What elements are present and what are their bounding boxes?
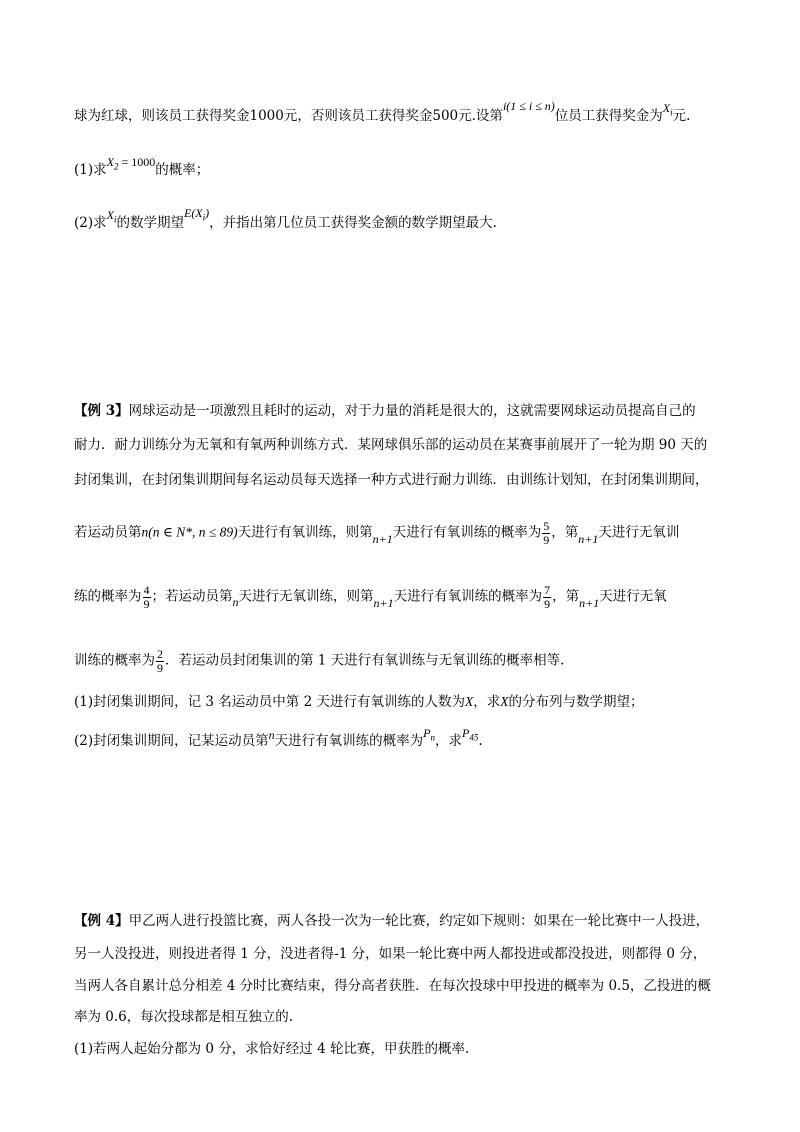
example4-line-1 (74, 915, 709, 929)
math-var: X (106, 155, 114, 169)
text: 若运动员第 (74, 524, 142, 541)
math-inline: n(n ∈ N*, n ≤ 89) (141, 524, 238, 540)
math-inline: n+1 (372, 531, 393, 546)
text: 位员工获得奖金为 (554, 108, 663, 124)
text: 1000 (249, 108, 284, 124)
fraction-denominator: 9 (543, 532, 550, 547)
text: 率为 0.6，每次投球都是相互独立的. (74, 1009, 294, 1025)
example4-line-2 (74, 948, 706, 962)
example3-line-2 (74, 439, 707, 453)
math-inline (461, 726, 479, 743)
example3-question-2 (74, 726, 483, 750)
intro-question-2 (74, 206, 497, 232)
example-tag: 【例 3】 (74, 403, 129, 419)
text: (2)封闭集训期间，记某运动员第 (74, 733, 269, 749)
text: (1)若两人起始分都为 0 分，求恰好经过 4 轮比赛，甲获胜的概率. (74, 1041, 470, 1057)
math-sub: 45 (469, 732, 479, 743)
text: 天进行有氧训练的概率为 (392, 524, 542, 541)
text: . (478, 733, 483, 749)
fraction-numerator: 5 (543, 519, 550, 533)
text: (2)求 (74, 215, 107, 231)
text: 天进行有氧训练，则第 (237, 524, 373, 541)
text: ，第 (552, 588, 580, 605)
math-var: P (461, 726, 470, 740)
text: 元. (672, 108, 691, 124)
math-inline (662, 101, 673, 118)
fraction-numerator: 7 (544, 583, 551, 597)
text: ，并指出第几位员工获得奖金额的数学期望最大. (209, 215, 497, 231)
math-sub: i (113, 214, 117, 225)
example3-line-3 (74, 474, 709, 488)
example-tag: 【例 4】 (74, 913, 129, 929)
fraction (143, 584, 151, 610)
text: ．若运动员封闭集训的第 1 天进行有氧训练与无氧训练的概率相等. (165, 652, 565, 669)
text: (1)封闭集训期间，记 3 名运动员中第 2 天进行有氧训练的人数为 (74, 694, 465, 710)
text: 的数学期望 (116, 215, 184, 231)
text: 元.设第 (458, 108, 503, 124)
math-inline: n (268, 728, 275, 742)
math-var: X (662, 101, 671, 115)
text: ，求 (434, 733, 462, 749)
text: 封闭集训，在封闭集训期间每名运动员每天选择一种方式进行耐力训练．由训练计划知，在封闭集训期间， (74, 472, 709, 488)
fraction-denominator: 9 (544, 596, 551, 611)
math-inline (423, 726, 435, 743)
math-var: X (106, 208, 114, 222)
math-inline: n+1 (579, 595, 600, 610)
example3-question-1 (74, 695, 643, 710)
text: 甲乙两人进行投篮比赛，两人各投一次为一轮比赛，约定如下规则：如果在一轮比赛中一人投进， (128, 913, 710, 929)
text: 的分布列与数学期望； (508, 694, 644, 710)
fraction-denominator: 9 (143, 596, 150, 611)
fraction-numerator: 2 (157, 647, 163, 661)
text: (1)求 (74, 162, 107, 178)
math-sub: i (202, 212, 206, 223)
text: 天进行有氧训练的概率为 (393, 588, 543, 605)
text: 的概率； (155, 162, 210, 178)
math-sub: n (430, 732, 435, 743)
example4-question-1 (74, 1043, 469, 1057)
text: ；若运动员第 (151, 588, 233, 605)
text: ，求 (473, 694, 501, 710)
fraction-numerator: 4 (143, 583, 150, 597)
text: ，第 (551, 524, 579, 541)
math-inline: n (232, 594, 239, 609)
text: 500 (432, 108, 459, 124)
text: 练的概率为 (74, 588, 142, 605)
example4-line-3 (74, 980, 711, 994)
text: 当两人各自累计总分相差 4 分时比赛结束，得分高者获胜．在每次投球中甲投进的概率为 0.5，乙投进的概 (74, 978, 711, 994)
math-inline: X (464, 694, 474, 709)
text: 网球运动是一项激烈且耗时的运动，对于力量的消耗是很大的，这就需要网球运动员提高自己的 (128, 403, 696, 419)
example4-line-4 (74, 1011, 293, 1025)
fraction (543, 584, 551, 610)
fraction (542, 520, 550, 546)
math-rest: ) (205, 206, 210, 220)
intro-question-1 (74, 155, 210, 179)
math-inline: X (500, 694, 509, 709)
text: 天进行无氧训 (598, 524, 680, 541)
fraction (156, 648, 164, 674)
fraction-denominator: 9 (157, 660, 163, 675)
math-inline: n+1 (373, 595, 394, 610)
text: 训练的概率为 (74, 652, 155, 669)
text: 另一人没投进，则投进者得 1 分，没进者得-1 分，如果一轮比赛中两人都投进或都没投进，则都得 0 分， (74, 946, 707, 962)
math-rest: = 1000 (118, 155, 156, 169)
math-sub: i (670, 107, 673, 118)
math-inline (183, 206, 210, 223)
math-inline (106, 155, 156, 172)
text: 天进行有氧训练的概率为 (274, 733, 424, 749)
text: 球为红球，则该员工获得奖金 (74, 108, 250, 124)
example3-line-6 (74, 648, 564, 674)
math-inline: i(1 ≤ i ≤ n) (502, 99, 555, 113)
example3-line-4 (74, 520, 679, 546)
text: 耐力．耐力训练分为无氧和有氧两种训练方式．某网球俱乐部的运动员在某赛事前展开了一轮为期 90 天的 (74, 437, 708, 453)
math-inline: n+1 (578, 531, 599, 546)
text: 元，否则该员工获得奖金 (283, 108, 433, 124)
math-var: P (423, 726, 431, 740)
text: 天进行无氧 (599, 588, 667, 605)
math-sub: 2 (113, 161, 119, 172)
example3-line-5 (74, 584, 667, 610)
math-var: E(X (183, 206, 203, 220)
example3-line-1 (74, 405, 696, 419)
text: 天进行无氧训练，则第 (238, 588, 374, 605)
intro-line-1 (74, 99, 691, 125)
math-inline (106, 208, 117, 225)
